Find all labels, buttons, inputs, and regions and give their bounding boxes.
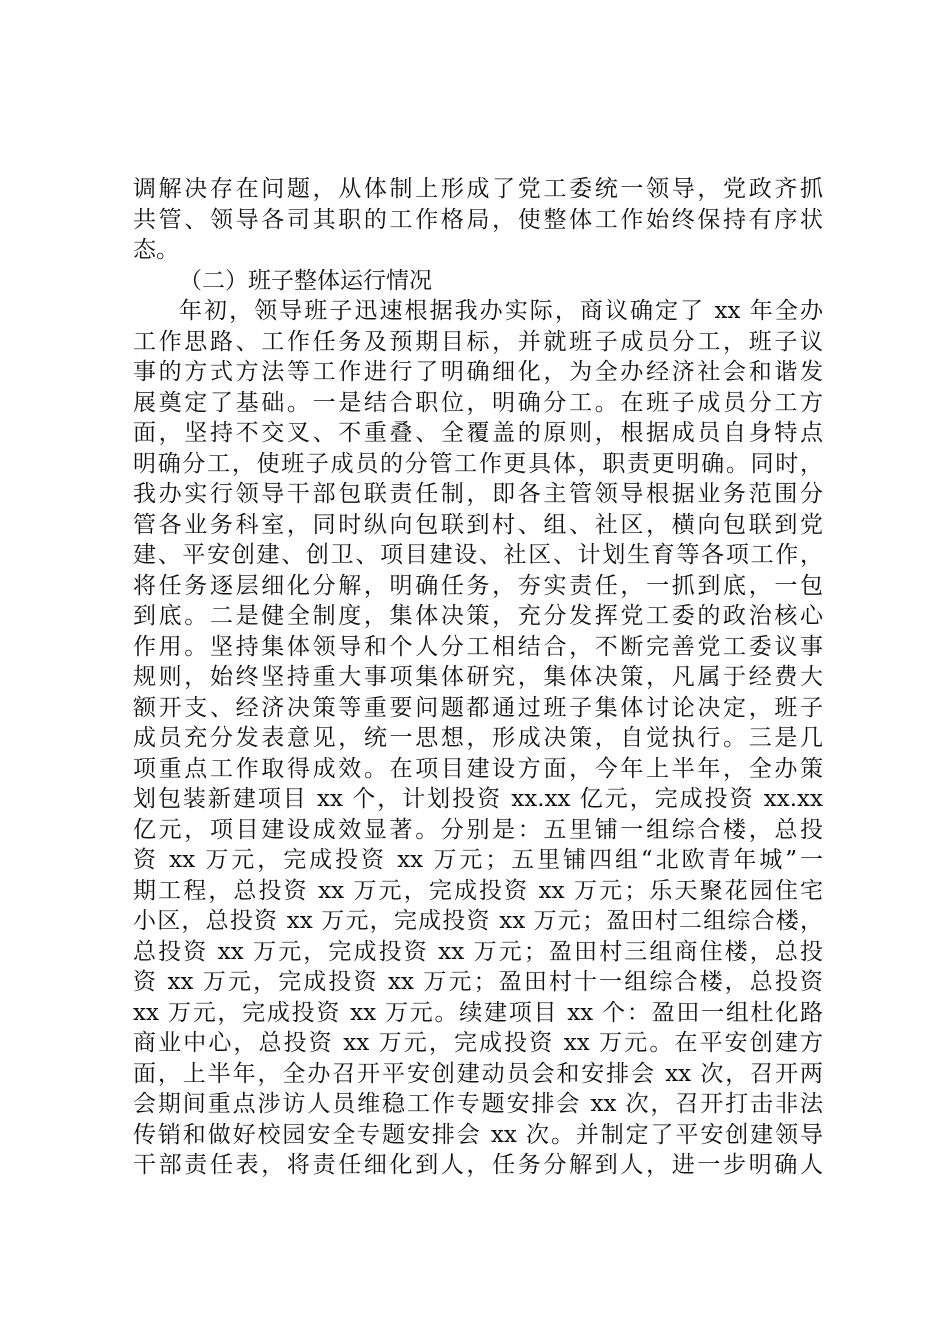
text-line: 展奠定了基础。一是结合职位，明确分工。在班子成员分工方 [133, 389, 823, 416]
text-line: 建、平安创建、创卫、项目建设、社区、计划生育等各项工作， [133, 542, 823, 568]
text-line: 传销和做好校园安全专题安排会 xx 次。并制定了平安创建领导 [133, 1121, 823, 1148]
text-line: 工作思路、工作任务及预期目标，并就班子成员分工，班子议 [133, 328, 823, 355]
text-line: 态。 [133, 237, 179, 263]
text-line: 会期间重点涉访人员维稳工作专题安排会 xx 次，召开打击非法 [133, 1091, 823, 1117]
text-line: 干部责任表，将责任细化到人，任务分解到人，进一步明确人 [133, 1152, 823, 1178]
text-line: 面，上半年，全办召开平安创建动员会和安排会 xx 次，召开两 [133, 1060, 823, 1087]
text-line: xx 万元，完成投资 xx 万元。续建项目 xx 个：盈田一组杜化路 [133, 999, 823, 1026]
text-line: 将任务逐层细化分解，明确任务，夯实责任，一抓到底，一包 [133, 572, 823, 599]
text-line: 到底。二是健全制度，集体决策，充分发挥党工委的政治核心 [133, 603, 823, 629]
text-line: 资 xx 万元，完成投资 xx 万元；盈田村十一组综合楼，总投资 [133, 969, 823, 995]
text-line: 商业中心，总投资 xx 万元，完成投资 xx 万元。在平安创建方 [133, 1030, 823, 1056]
text-line: 年初，领导班子迅速根据我办实际，商议确定了 xx 年全办 [179, 298, 823, 324]
text-line: 调解决存在问题，从体制上形成了党工委统一领导，党政齐抓 [133, 176, 823, 202]
text-line: 小区，总投资 xx 万元，完成投资 xx 万元；盈田村二组综合楼， [133, 908, 823, 934]
paragraph-team-operation [133, 296, 823, 1181]
text-line: 划包装新建项目 xx 个，计划投资 xx.xx 亿元，完成投资 xx.xx [133, 786, 823, 812]
text-line: 共管、领导各司其职的工作格局，使整体工作始终保持有序状 [133, 206, 823, 233]
text-line: 面，坚持不交叉、不重叠、全覆盖的原则，根据成员自身特点 [133, 420, 823, 446]
text-line: 期工程，总投资 xx 万元，完成投资 xx 万元；乐天聚花园住宅 [133, 877, 823, 904]
section-heading: （二）班子整体运行情况 [179, 267, 432, 294]
text-line: 我办实行领导干部包联责任制，即各主管领导根据业务范围分 [133, 481, 823, 507]
text-line: 明确分工，使班子成员的分管工作更具体，职责更明确。同时， [133, 450, 823, 477]
paragraph-continued [133, 174, 823, 266]
document-body [133, 174, 823, 1181]
text-line: 成员充分发表意见，统一思想，形成决策，自觉执行。三是几 [133, 725, 823, 751]
text-line: 事的方式方法等工作进行了明确细化，为全办经济社会和谐发 [133, 359, 823, 385]
text-line: 管各业务科室，同时纵向包联到村、组、社区，横向包联到党 [133, 511, 823, 538]
text-line: 作用。坚持集体领导和个人分工相结合，不断完善党工委议事 [133, 633, 823, 660]
text-line: 规则，始终坚持重大事项集体研究，集体决策，凡属于经费大 [133, 664, 823, 690]
text-line: 资 xx 万元，完成投资 xx 万元；五里铺四组“北欧青年城”一 [133, 847, 823, 873]
text-line: 项重点工作取得成效。在项目建设方面，今年上半年，全办策 [133, 755, 823, 782]
text-line: 额开支、经济决策等重要问题都通过班子集体讨论决定，班子 [133, 694, 823, 721]
text-line: 亿元，项目建设成效显著。分别是：五里铺一组综合楼，总投 [133, 816, 823, 843]
text-line: 总投资 xx 万元，完成投资 xx 万元；盈田村三组商住楼，总投 [133, 938, 823, 965]
